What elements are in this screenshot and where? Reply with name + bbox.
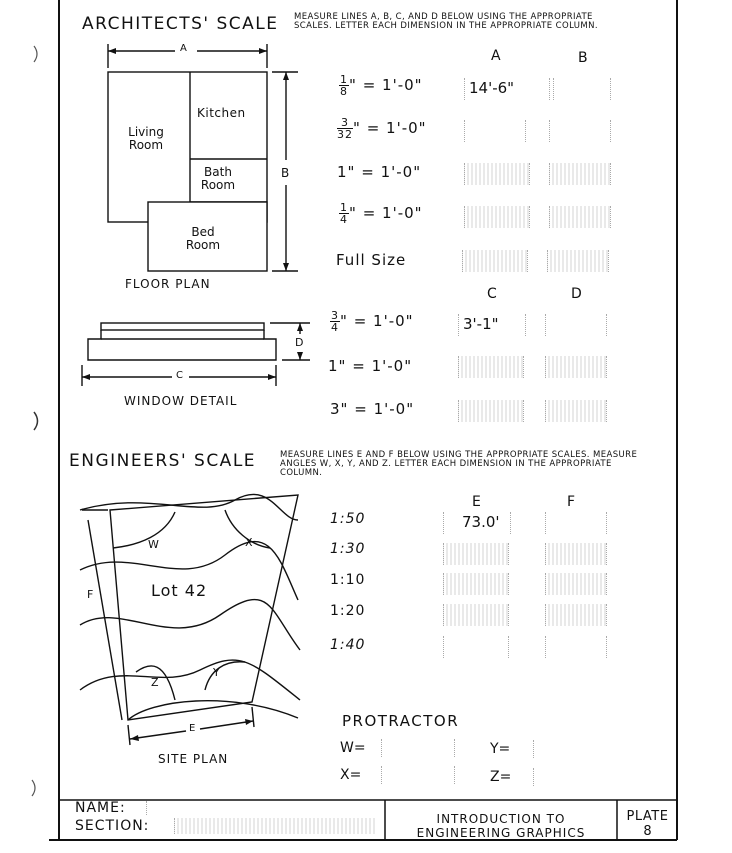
room-living: Living Room <box>128 125 164 152</box>
answer-e-4[interactable] <box>443 604 509 626</box>
scale-row-cd-1: $\frac{3}{4}$ " = 1'-0" <box>331 309 414 334</box>
column-e-header: E <box>472 494 481 510</box>
answer-d-3[interactable] <box>545 400 607 422</box>
answer-a-4[interactable] <box>464 206 530 228</box>
answer-e-3[interactable] <box>443 573 509 595</box>
answer-a-2[interactable] <box>464 120 526 142</box>
scale-row-cd-2: 1" = 1'-0" <box>328 357 413 375</box>
site-plan <box>80 494 300 745</box>
lot-label: Lot 42 <box>151 581 208 600</box>
protractor-w-label: W= <box>340 740 366 756</box>
answer-b-3[interactable] <box>549 163 611 185</box>
answer-d-1[interactable] <box>545 314 607 336</box>
answer-b-5[interactable] <box>547 250 609 272</box>
architects-instructions: MEASURE LINES A, B, C, AND D BELOW USING THE APPROPRIATE SCALES. LETTER EACH DIMENSION IN THE APPROPRIATE COLUMN. <box>294 12 598 31</box>
engineers-instructions: MEASURE LINES E AND F BELOW USING THE APPROPRIATE SCALES. MEASURE ANGLES W, X, Y, AND Z. LETTER EACH DIMENSION IN THE APPROPRIATE COLUMN. <box>280 450 638 478</box>
scale-row-cd-3: 3" = 1'-0" <box>330 400 415 418</box>
architects-scale-title: ARCHITECTS' SCALE <box>82 14 279 34</box>
answer-f-1[interactable] <box>545 512 607 534</box>
section-label: SECTION: <box>75 818 150 834</box>
binder-mark-middle <box>34 412 38 430</box>
room-bath: Bath Room <box>200 165 236 192</box>
answer-a-5[interactable] <box>462 250 528 272</box>
scale-row-ab-5: Full Size <box>336 251 407 269</box>
engineers-scale-title: ENGINEERS' SCALE <box>69 451 257 471</box>
protractor-z-label: Z= <box>490 769 512 785</box>
site-plan-caption: SITE PLAN <box>158 752 229 766</box>
protractor-title: PROTRACTOR <box>342 712 460 730</box>
protractor-z-input[interactable] <box>533 768 536 786</box>
scale-fraction: $\frac{3}{4}$ <box>331 309 339 334</box>
answer-c-1[interactable]: 3'-1" <box>458 314 526 336</box>
window-detail-caption: WINDOW DETAIL <box>124 394 238 408</box>
room-kitchen: Kitchen <box>197 106 246 120</box>
answer-b-1[interactable] <box>549 78 611 100</box>
section-input[interactable] <box>174 818 375 834</box>
answer-f-2[interactable] <box>545 543 607 565</box>
angle-x-label: X <box>245 536 253 549</box>
column-a-header: A <box>491 48 501 64</box>
name-input[interactable] <box>146 801 317 815</box>
course-title-line1: INTRODUCTION TO <box>436 812 566 826</box>
window-dim-d: D <box>295 336 305 349</box>
room-bed: Bed Room <box>185 225 221 252</box>
floor-plan-dim-b: B <box>281 166 291 180</box>
scale-row-ab-2: $\frac{3}{32}$ " = 1'-0" <box>337 116 427 141</box>
answer-e-1[interactable]: 73.0' <box>443 512 511 534</box>
eng-scale-3: 1:10 <box>330 572 366 588</box>
answer-a-1[interactable]: 14'-6" <box>464 78 554 100</box>
answer-f-4[interactable] <box>545 604 607 626</box>
answer-e-5[interactable] <box>443 636 509 658</box>
eng-scale-1: 1:50 <box>330 511 366 527</box>
scale-fraction: $\frac{1}{4}$ <box>340 201 348 226</box>
answer-c-3[interactable] <box>458 400 524 422</box>
scale-row-ab-3: 1" = 1'-0" <box>337 163 422 181</box>
answer-f-3[interactable] <box>545 573 607 595</box>
answer-e-2[interactable] <box>443 543 509 565</box>
course-title-line2: ENGINEERING GRAPHICS <box>416 826 586 840</box>
eng-scale-4: 1:20 <box>330 603 366 619</box>
angle-y-label: Y <box>213 666 220 679</box>
name-label: NAME: <box>75 800 126 816</box>
answer-b-2[interactable] <box>549 120 611 142</box>
window-dim-c: C <box>176 370 184 381</box>
binder-mark-top <box>34 46 37 62</box>
line-e-label: E <box>189 723 196 734</box>
plate-label: PLATE <box>626 809 669 824</box>
column-f-header: F <box>567 494 576 510</box>
floor-plan-caption: FLOOR PLAN <box>125 277 211 291</box>
floor-plan-dim-a: A <box>180 43 188 54</box>
plate-number: 8 <box>643 824 652 839</box>
answer-c-2[interactable] <box>458 356 524 378</box>
scale-row-ab-4: $\frac{1}{4}$ " = 1'-0" <box>340 201 423 226</box>
angle-z-label: Z <box>151 676 159 689</box>
protractor-w-input[interactable] <box>381 739 455 757</box>
column-c-header: C <box>487 286 497 302</box>
protractor-y-label: Y= <box>490 741 511 757</box>
protractor-x-input[interactable] <box>381 766 455 784</box>
angle-w-label: W <box>148 538 159 551</box>
answer-b-4[interactable] <box>549 206 611 228</box>
scale-fraction: $\frac{3}{32}$ <box>337 116 353 141</box>
column-d-header: D <box>571 286 582 302</box>
line-f-label: F <box>87 588 94 601</box>
scale-fraction: $\frac{1}{8}$ <box>340 73 348 98</box>
scale-row-ab-1: $\frac{1}{8}$ " = 1'-0" <box>340 73 423 98</box>
eng-scale-2: 1:30 <box>330 541 366 557</box>
answer-f-5[interactable] <box>545 636 607 658</box>
answer-d-2[interactable] <box>545 356 607 378</box>
protractor-x-label: X= <box>340 767 362 783</box>
eng-scale-5: 1:40 <box>330 637 366 653</box>
protractor-y-input[interactable] <box>533 740 536 758</box>
window-detail-arrows <box>82 323 303 380</box>
column-b-header: B <box>578 50 588 66</box>
answer-a-3[interactable] <box>464 163 530 185</box>
binder-mark-bottom <box>32 780 35 796</box>
window-detail <box>82 323 310 386</box>
